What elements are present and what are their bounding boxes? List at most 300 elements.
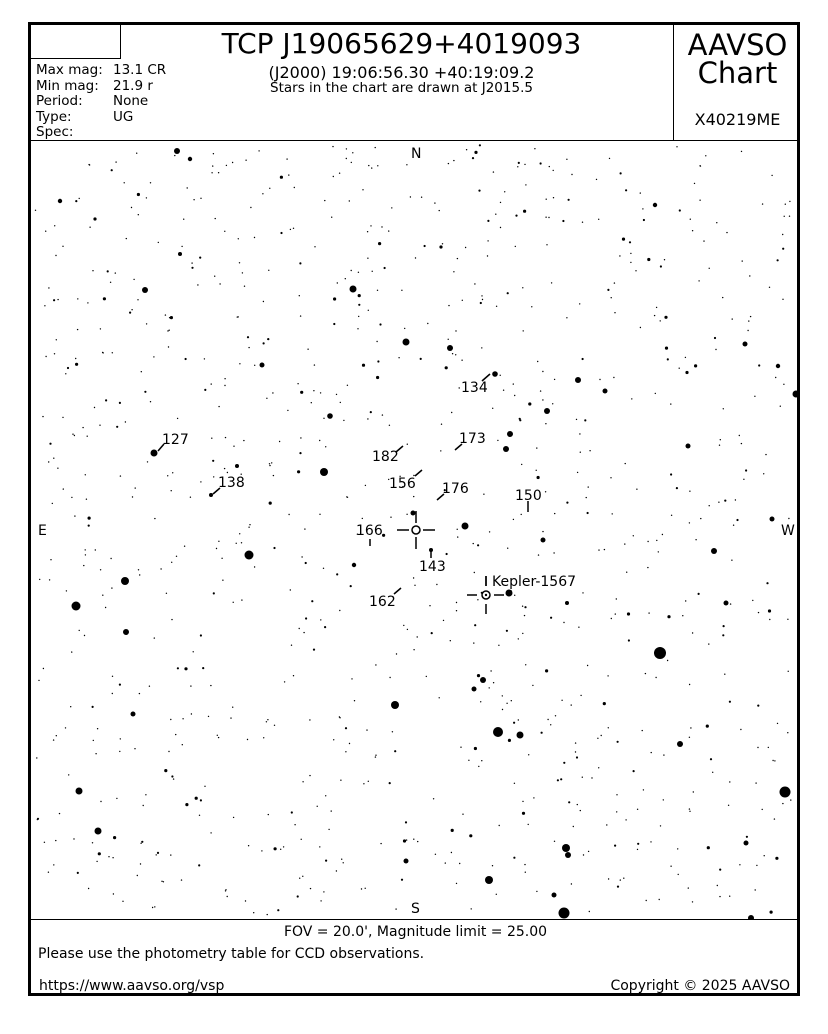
faint-star [333, 297, 336, 300]
faint-star [694, 183, 695, 184]
faint-star [65, 727, 66, 728]
faint-star [105, 607, 106, 608]
faint-star [500, 375, 501, 376]
faint-star [132, 496, 133, 497]
bright-star [503, 446, 509, 452]
faint-star [242, 272, 243, 273]
faint-star [233, 817, 234, 818]
faint-star [273, 475, 274, 476]
faint-star [253, 912, 254, 913]
faint-star [658, 551, 659, 552]
faint-star [533, 797, 534, 798]
faint-star [708, 643, 709, 644]
fov-text: FOV = 20.0', Magnitude limit = 25.00 [283, 924, 548, 940]
faint-star [762, 809, 763, 810]
faint-star [202, 667, 204, 669]
faint-star [445, 862, 446, 863]
faint-star [542, 531, 543, 532]
faint-star [147, 461, 148, 462]
faint-star [190, 497, 191, 498]
faint-star [299, 295, 300, 296]
faint-star [554, 841, 555, 842]
faint-star [489, 531, 490, 532]
faint-star [587, 665, 588, 666]
faint-star [490, 670, 491, 671]
faint-star [789, 201, 790, 202]
faint-star [146, 197, 147, 198]
faint-star [368, 165, 369, 166]
faint-star [685, 371, 688, 374]
faint-star [728, 805, 729, 806]
bright-star [472, 687, 477, 692]
faint-star [236, 543, 237, 544]
faint-star [707, 846, 710, 849]
bright-star [711, 548, 717, 554]
faint-star [457, 536, 458, 537]
faint-star [774, 760, 775, 761]
faint-star [343, 420, 344, 421]
faint-star [247, 336, 249, 338]
faint-star [636, 489, 637, 490]
faint-stars-layer [35, 144, 792, 915]
faint-star [667, 615, 670, 618]
faint-star [150, 182, 151, 183]
faint-star [367, 258, 368, 259]
faint-star [788, 671, 789, 672]
faint-star [77, 329, 78, 330]
faint-star [187, 187, 188, 188]
faint-star [746, 836, 748, 838]
faint-star [468, 760, 469, 761]
faint-star [54, 353, 55, 354]
faint-star [785, 204, 786, 205]
faint-star [213, 592, 215, 594]
faint-star [625, 819, 626, 820]
faint-star [528, 402, 531, 405]
bright-star [403, 339, 410, 346]
bright-star [142, 287, 148, 293]
faint-star [392, 731, 393, 732]
faint-star [320, 619, 321, 620]
faint-star [637, 843, 639, 845]
faint-star [655, 677, 656, 678]
faint-star [66, 590, 67, 591]
faint-star [616, 811, 617, 812]
faint-star [350, 585, 352, 587]
faint-star [343, 862, 344, 863]
faint-star [579, 303, 580, 304]
bright-star [76, 788, 83, 795]
faint-star [84, 635, 85, 636]
faint-star [198, 864, 200, 866]
faint-star [424, 245, 426, 247]
faint-star [637, 809, 638, 810]
chart-title: TCP J19065629+4019093 [221, 27, 582, 60]
faint-star [358, 304, 360, 306]
faint-star [224, 231, 225, 232]
faint-star [550, 724, 551, 725]
faint-star [693, 791, 694, 792]
faint-star [741, 443, 742, 444]
leader-line [415, 470, 422, 476]
faint-star [227, 896, 228, 897]
faint-star [200, 198, 201, 199]
faint-star [462, 300, 463, 301]
faint-star [522, 801, 523, 802]
faint-star [757, 747, 758, 748]
faint-star [548, 217, 549, 218]
faint-star [540, 162, 542, 164]
faint-star [97, 728, 98, 729]
faint-star [311, 402, 312, 403]
faint-star [474, 747, 477, 750]
faint-star [210, 685, 211, 686]
faint-star [745, 469, 747, 471]
faint-star [112, 857, 113, 858]
faint-star [62, 417, 63, 418]
faint-star [611, 297, 612, 298]
faint-star [391, 207, 392, 208]
faint-star [65, 373, 66, 374]
bright-star [780, 787, 791, 798]
faint-star [777, 259, 779, 261]
faint-star [170, 719, 171, 720]
faint-star [563, 622, 564, 623]
faint-star [195, 797, 198, 800]
faint-star [267, 914, 268, 915]
faint-star [247, 739, 248, 740]
faint-star [75, 358, 76, 359]
faint-star [380, 843, 381, 844]
faint-star [138, 214, 139, 215]
faint-star [94, 407, 95, 408]
faint-star [232, 162, 233, 163]
faint-star [268, 270, 269, 271]
faint-star [575, 742, 576, 743]
faint-star [724, 674, 725, 675]
faint-star [182, 744, 183, 745]
faint-star [545, 217, 546, 218]
faint-star [676, 146, 677, 147]
compass-east: E [38, 523, 47, 539]
faint-star [762, 203, 763, 204]
bright-star [404, 859, 409, 864]
bright-star [575, 377, 581, 383]
faint-star [50, 559, 51, 560]
faint-star [646, 900, 647, 901]
faint-star [59, 813, 60, 814]
faint-star [502, 695, 503, 696]
faint-star [98, 852, 101, 855]
faint-star [351, 270, 352, 271]
bright-star [352, 563, 356, 567]
faint-star [254, 237, 255, 238]
faint-star [288, 514, 289, 515]
faint-star [462, 814, 463, 815]
faint-star [345, 278, 346, 279]
faint-star [426, 676, 427, 677]
header-vertical-divider [673, 25, 674, 141]
faint-star [413, 496, 414, 497]
markers-layer [158, 374, 528, 614]
faint-star [525, 872, 526, 873]
faint-star [279, 441, 280, 442]
comp-star-label: 138 [218, 475, 245, 491]
faint-star [677, 848, 678, 849]
aavso-link[interactable]: https://www.aavso.org/vsp [39, 978, 225, 994]
faint-star [375, 147, 376, 148]
faint-star [457, 529, 458, 530]
faint-star [371, 167, 372, 168]
faint-star [477, 674, 480, 677]
faint-star [168, 346, 169, 347]
faint-star [71, 651, 72, 652]
faint-star [389, 782, 391, 784]
faint-star [177, 667, 179, 669]
faint-star [181, 879, 182, 880]
faint-star [441, 424, 442, 425]
faint-star [297, 895, 299, 897]
faint-star [390, 517, 391, 518]
faint-star [724, 500, 726, 502]
faint-star [323, 418, 324, 419]
bright-star [544, 408, 550, 414]
faint-star [614, 312, 615, 313]
faint-star [787, 732, 788, 733]
faint-star [199, 257, 201, 259]
compass-north: N [411, 146, 422, 162]
faint-star [453, 160, 454, 161]
faint-star [479, 144, 481, 146]
faint-star [695, 539, 696, 540]
faint-star [153, 356, 154, 357]
faint-star [72, 434, 73, 435]
faint-star [263, 301, 264, 302]
faint-star [395, 908, 396, 909]
faint-star [105, 399, 107, 401]
bright-star [485, 876, 493, 884]
faint-star [141, 371, 142, 372]
faint-star [715, 349, 716, 350]
faint-star [531, 306, 532, 307]
faint-star [643, 219, 645, 221]
comp-star-label: 127 [162, 432, 189, 448]
faint-star [694, 364, 697, 367]
faint-star [598, 219, 599, 220]
faint-star [682, 615, 683, 616]
bright-star [506, 590, 513, 597]
faint-star [519, 418, 521, 420]
faint-star [651, 752, 652, 753]
faint-star [719, 445, 720, 446]
faint-star [578, 627, 579, 628]
faint-star [169, 330, 170, 331]
faint-star [496, 306, 497, 307]
faint-star [647, 567, 648, 568]
faint-star [427, 323, 428, 324]
faint-star [245, 900, 246, 901]
faint-star [620, 879, 621, 880]
faint-star [589, 450, 590, 451]
faint-star [135, 487, 136, 488]
faint-star [75, 200, 77, 202]
faint-star [517, 166, 518, 167]
bright-star [507, 431, 513, 437]
faint-star [100, 328, 101, 329]
kepler-dot [485, 594, 487, 596]
faint-star [287, 410, 288, 411]
faint-star [474, 624, 476, 626]
faint-star [358, 316, 359, 317]
faint-star [85, 474, 86, 475]
faint-star [729, 781, 730, 782]
faint-star [120, 475, 121, 476]
faint-star [102, 595, 103, 596]
faint-star [774, 818, 775, 819]
faint-star [358, 272, 359, 273]
faint-star [528, 754, 529, 755]
meta-row-spec [36, 125, 166, 141]
faint-star [319, 440, 320, 441]
faint-star [269, 463, 270, 464]
faint-star [566, 502, 568, 504]
faint-star [664, 316, 667, 319]
faint-star [248, 527, 249, 528]
faint-star [433, 798, 434, 799]
faint-star [573, 826, 574, 827]
faint-star [507, 292, 509, 294]
faint-star [404, 328, 405, 329]
faint-star [700, 518, 701, 519]
comp-star-label: 166 [356, 523, 383, 539]
faint-star [309, 775, 310, 776]
faint-star [325, 446, 326, 447]
faint-star [55, 255, 56, 256]
faint-star [492, 408, 493, 409]
faint-star [184, 667, 187, 670]
faint-star [79, 630, 80, 631]
faint-star [224, 385, 225, 386]
faint-star [474, 151, 477, 154]
faint-star [790, 799, 791, 800]
faint-star [508, 739, 511, 742]
faint-star [670, 403, 671, 404]
faint-star [267, 339, 268, 340]
faint-star [591, 777, 592, 778]
faint-star [241, 599, 242, 600]
faint-star [758, 612, 759, 613]
faint-star [368, 310, 369, 311]
faint-star [48, 287, 49, 288]
faint-star [336, 394, 337, 395]
comp-star-label: 134 [461, 380, 488, 396]
faint-star [689, 737, 690, 738]
bright-star [654, 647, 666, 659]
faint-star [703, 240, 704, 241]
faint-star [300, 391, 303, 394]
bright-star [653, 203, 657, 207]
faint-star [171, 562, 172, 563]
footer-divider [31, 919, 800, 920]
faint-star [429, 605, 430, 606]
faint-star [226, 165, 227, 166]
faint-star [719, 869, 721, 871]
faint-star [324, 200, 325, 201]
faint-star [547, 719, 548, 720]
faint-star [487, 240, 488, 241]
faint-star [656, 307, 657, 308]
faint-star [407, 629, 408, 630]
faint-star [38, 680, 39, 681]
faint-star [568, 199, 570, 201]
faint-star [532, 685, 533, 686]
faint-star [656, 540, 657, 541]
faint-star [699, 200, 700, 201]
faint-star [747, 330, 748, 331]
faint-star [587, 512, 589, 514]
faint-star [612, 513, 613, 514]
faint-star [53, 458, 54, 459]
faint-star [319, 846, 320, 847]
faint-star [111, 587, 112, 588]
meta-key: Min mag: [36, 77, 99, 94]
bright-star [178, 252, 182, 256]
faint-star [87, 436, 88, 437]
faint-star [448, 305, 449, 306]
faint-star [280, 849, 281, 850]
faint-star [43, 668, 44, 669]
faint-star [521, 464, 522, 465]
faint-star [165, 314, 166, 315]
comp-star-label: 182 [372, 449, 399, 465]
faint-star [146, 323, 147, 324]
faint-star [487, 255, 488, 256]
faint-star [755, 782, 756, 783]
faint-star [93, 217, 96, 220]
faint-star [625, 189, 627, 191]
faint-star [299, 628, 300, 629]
bright-star [776, 364, 780, 368]
faint-star [325, 860, 327, 862]
faint-star [384, 267, 386, 269]
bright-star [391, 701, 399, 709]
faint-star [617, 886, 619, 888]
faint-star [522, 633, 523, 634]
faint-star [631, 398, 632, 399]
faint-star [654, 315, 655, 316]
faint-star [536, 447, 537, 448]
faint-star [709, 505, 710, 506]
meta-value: 13.1 CR [113, 62, 167, 78]
comp-star-label: 173 [459, 431, 486, 447]
faint-star [204, 358, 205, 359]
faint-star [277, 909, 279, 911]
faint-star [571, 704, 572, 705]
faint-star [42, 416, 43, 417]
faint-star [507, 548, 508, 549]
faint-star [525, 184, 526, 185]
faint-star [722, 297, 723, 298]
faint-star [640, 327, 641, 328]
faint-star [689, 522, 690, 523]
faint-star [777, 723, 778, 724]
faint-star [143, 805, 144, 806]
faint-star [577, 472, 578, 473]
faint-star [503, 390, 504, 391]
faint-star [320, 900, 321, 901]
faint-star [110, 558, 111, 559]
faint-star [267, 719, 268, 720]
